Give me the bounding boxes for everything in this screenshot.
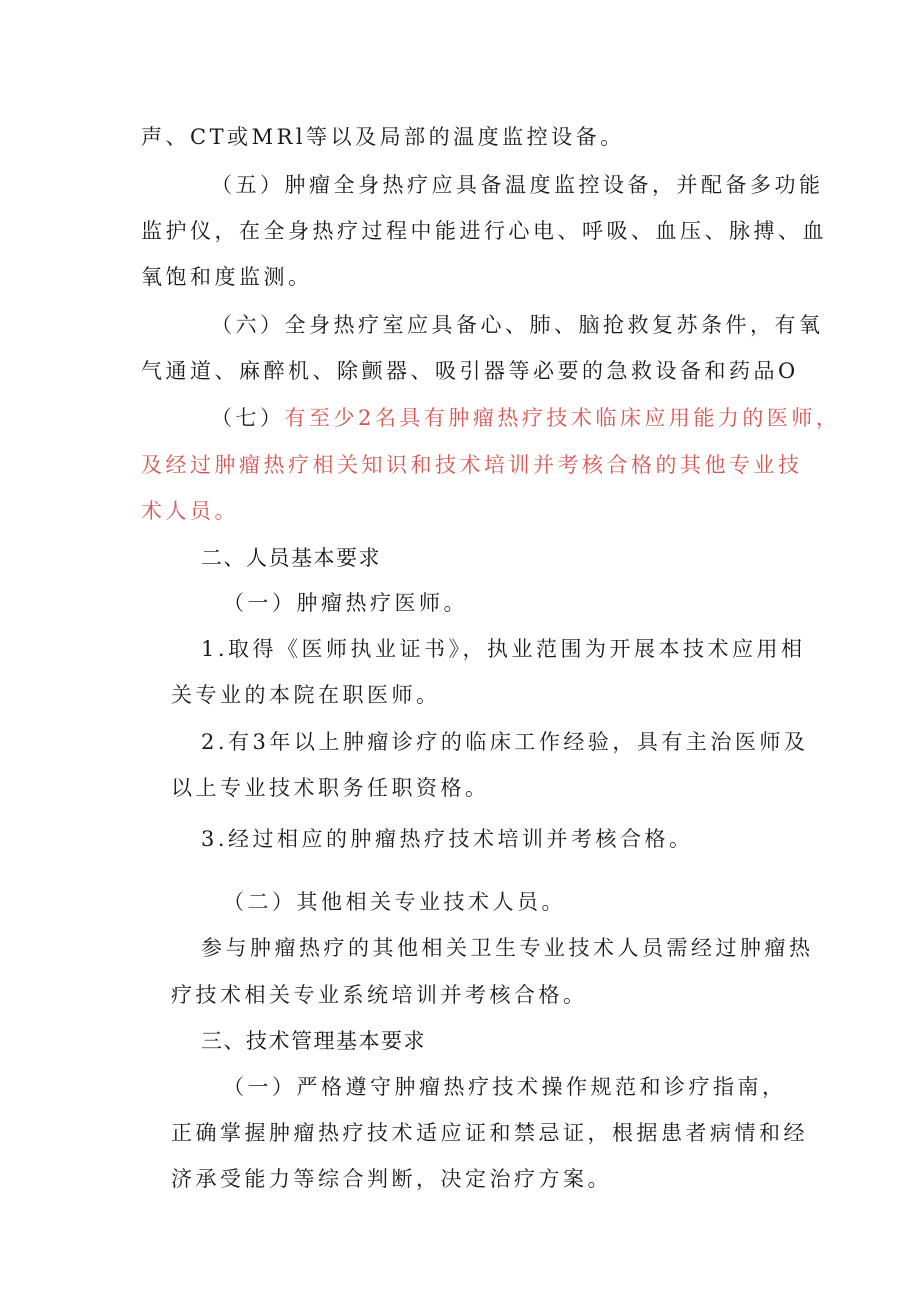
item6-line1: （六）全身热疗室应具备心、肺、脑抢救复苏条件，有氧 — [211, 313, 824, 337]
item5-line1: （五）肿瘤全身热疗应具备温度监控设备，并配备多功能 — [211, 173, 824, 197]
section3-heading: 三、技术管理基本要求 — [201, 1029, 426, 1053]
requirement1-line2: 关专业的本院在职医师。 — [171, 683, 441, 707]
item5-line3: 氧饱和度监测。 — [141, 265, 313, 289]
section3-sub1-line3: 济承受能力等综合判断，决定治疗方案。 — [171, 1167, 612, 1191]
section2-heading: 二、人员基本要求 — [201, 546, 381, 570]
item7-line2: 及经过肿瘤热疗相关知识和技术培训并考核合格的其他专业技 — [141, 453, 803, 477]
item5-line2: 监护仪，在全身热疗过程中能进行心电、呼吸、血压、脉搏、血 — [141, 219, 827, 243]
item7-highlight-text: 有至少2名具有肿瘤热疗技术临床应用能力的医师， — [284, 406, 841, 430]
item7-line1 — [211, 403, 840, 433]
other-staff-line1: 参与肿瘤热疗的其他相关卫生专业技术人员需经过肿瘤热 — [201, 936, 814, 960]
requirement3: 3.经过相应的肿瘤热疗技术培训并考核合格。 — [201, 827, 694, 851]
requirement2-line2: 以上专业技术职务任职资格。 — [171, 776, 490, 800]
section3-sub1-line2: 正确掌握肿瘤热疗技术适应证和禁忌证，根据患者病情和经 — [171, 1121, 808, 1145]
equipment-paragraph-end: 声、CT或MRl等以及局部的温度监控设备。 — [141, 125, 625, 149]
other-staff-line2: 疗技术相关专业系统培训并考核合格。 — [171, 983, 588, 1007]
item7-line3: 术人员。 — [141, 499, 239, 523]
item6-line2: 气通道、麻醉机、除颤器、吸引器等必要的急救设备和药品O — [141, 359, 799, 383]
requirement1-line1: 1.取得《医师执业证书》，执业范围为开展本技术应用相 — [201, 637, 806, 661]
section3-sub1-line1: （一）严格遵守肿瘤热疗技术操作规范和诊疗指南， — [223, 1075, 787, 1099]
section2-sub2: （二）其他相关专业技术人员。 — [223, 890, 566, 914]
item7-prefix: （七） — [211, 406, 285, 430]
section2-sub1: （一）肿瘤热疗医师。 — [223, 591, 468, 615]
requirement2-line1: 2.有3年以上肿瘤诊疗的临床工作经验，具有主治医师及 — [201, 730, 809, 754]
